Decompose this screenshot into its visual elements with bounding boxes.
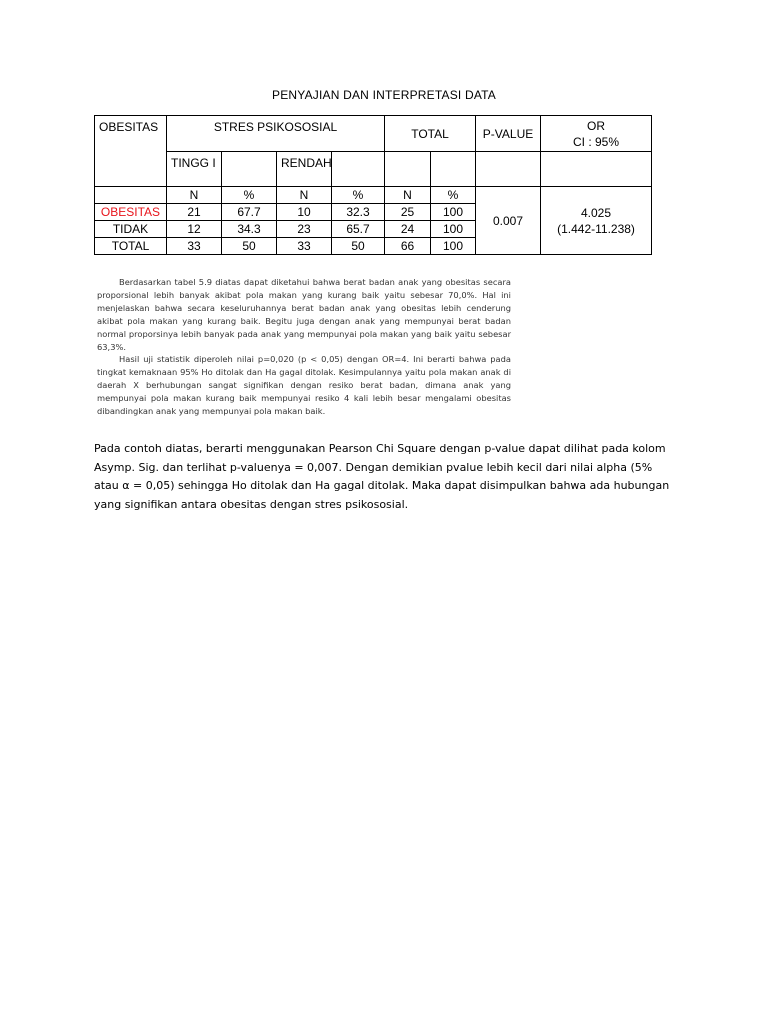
header-blank	[95, 187, 167, 204]
header-stres-psikososial: STRES PSIKOSOSIAL	[167, 116, 385, 152]
data-table	[94, 115, 652, 255]
summary-paragraph: Pada contoh diatas, berarti menggunakan Pearson Chi Square dengan p-value dapat dilihat pada kolom Asymp. Sig. dan terlihat p-valuenya = 0,007. Dengan demikian pvalue lebih kecil dari nilai alpha (5% atau α = 0,05) sehingga Ho ditolak dan Ha gagal ditolak. Maka dapat disimpulkan bahwa ada hubungan yang signifikan antara obesitas dengan stres psikososial.	[94, 442, 670, 511]
header-percent: %	[431, 187, 476, 204]
header-n: N	[277, 187, 332, 204]
header-total: TOTAL	[385, 116, 476, 152]
cell-pct-tinggi: 50	[222, 238, 277, 255]
cell-pct-total: 100	[431, 221, 476, 238]
cell-n-rendah: 10	[277, 204, 332, 221]
header-row-3	[95, 187, 652, 204]
row-label: OBESITAS	[95, 204, 167, 221]
header-obesitas: OBESITAS	[95, 116, 167, 187]
cell-n-tinggi: 21	[167, 204, 222, 221]
ci-value: (1.442-11.238)	[557, 221, 635, 236]
header-blank	[431, 152, 476, 187]
cell-pct-rendah: 65.7	[332, 221, 385, 238]
header-n: N	[385, 187, 431, 204]
pvalue-cell: 0.007	[476, 187, 541, 255]
header-blank	[332, 152, 385, 187]
or-cell	[541, 187, 652, 255]
header-pvalue: P-VALUE	[476, 116, 541, 152]
row-label: TOTAL	[95, 238, 167, 255]
cell-pct-total: 100	[431, 204, 476, 221]
excerpt-paragraph: Hasil uji statistik diperoleh nilai p=0,020 (p < 0,05) dengan OR=4. Ini berarti bahwa pada tingkat kemaknaan 95% Ho ditolak dan Ha gagal ditolak. Kesimpulannya yaitu pola makan anak di daerah X berhubungan sangat signifikan dengan resiko berat badan, dimana anak yang mempunyai pola makan kurang baik mempunyai resiko 4 kali lebih besar mengalami obesitas dibandingkan anak yang mempunyai pola makan baik.	[97, 354, 511, 417]
cell-pct-rendah: 50	[332, 238, 385, 255]
header-rendah: RENDAH	[277, 152, 332, 187]
cell-n-total: 66	[385, 238, 431, 255]
cell-pct-tinggi: 34.3	[222, 221, 277, 238]
header-blank	[541, 152, 652, 187]
header-ci-label: CI : 95%	[573, 134, 620, 149]
header-percent: %	[332, 187, 385, 204]
scanned-excerpt	[97, 276, 511, 418]
header-row-1	[95, 116, 652, 152]
cell-pct-total: 100	[431, 238, 476, 255]
document-title: PENYAJIAN DAN INTERPRETASI DATA	[271, 88, 496, 102]
excerpt-paragraph: Berdasarkan tabel 5.9 diatas dapat diketahui bahwa berat badan anak yang obesitas secara proporsional lebih banyak akibat pola makan yang kurang baik yaitu sebesar 70,0%. Hal ini menjelaskan bahwa secara keseluruhannya berat badan anak yang obesitas lebih cenderung akibat pola makan yang kurang baik. Begitu juga dengan anak yang mempunyai berat badan normal proporsinya lebih banyak pada anak yang mempunyai pola makan yang baik yaitu sebesar 63,3%.	[97, 277, 511, 352]
cell-n-total: 25	[385, 204, 431, 221]
header-percent: %	[222, 187, 277, 204]
header-or	[541, 116, 652, 152]
header-row-2	[95, 152, 652, 187]
cell-n-tinggi: 33	[167, 238, 222, 255]
cell-pct-tinggi: 67.7	[222, 204, 277, 221]
cell-n-total: 24	[385, 221, 431, 238]
or-value: 4.025	[581, 205, 612, 220]
cell-pct-rendah: 32.3	[332, 204, 385, 221]
header-blank	[476, 152, 541, 187]
cell-n-tinggi: 12	[167, 221, 222, 238]
header-or-label: OR	[587, 118, 606, 133]
header-blank	[385, 152, 431, 187]
cell-n-rendah: 33	[277, 238, 332, 255]
header-tinggi: TINGG I	[167, 152, 222, 187]
cell-n-rendah: 23	[277, 221, 332, 238]
row-label: TIDAK	[95, 221, 167, 238]
header-n: N	[167, 187, 222, 204]
header-blank	[222, 152, 277, 187]
